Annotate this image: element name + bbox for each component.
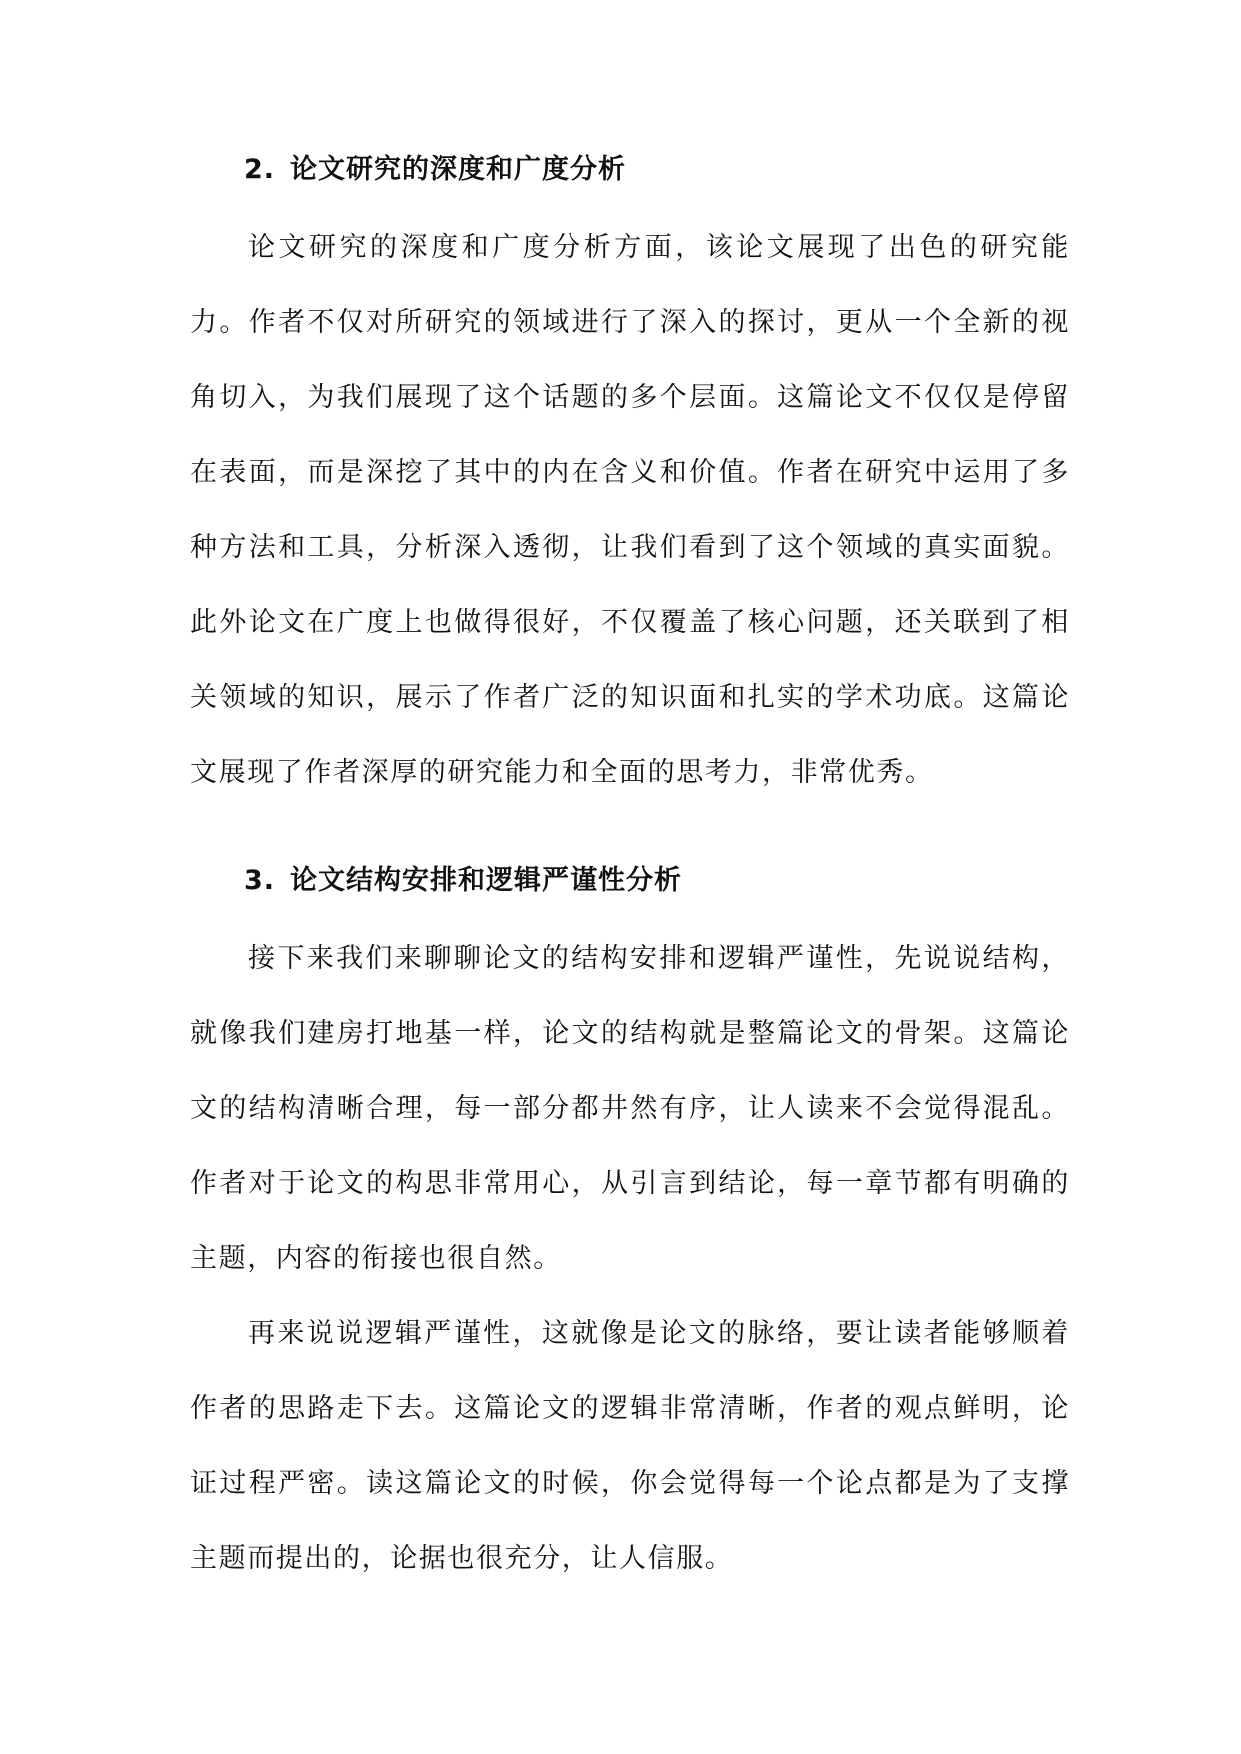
section-heading	[244, 863, 682, 899]
section-title: 论文结构安排和逻辑严谨性分析	[290, 865, 682, 896]
section-title: 论文研究的深度和广度分析	[290, 154, 626, 185]
body-paragraph: 接下来我们来聊聊论文的结构安排和逻辑严谨性，先说说结构，就像我们建房打地基一样，论文的结构就是整篇论文的骨架。这篇论文的结构清晰合理，每一部分都井然有序，让人读来不会觉得混乱。作者对于论文的构思非常用心，从引言到结论，每一章节都有明确的主题，内容的衔接也很自然。	[190, 943, 1070, 1274]
section-heading	[244, 152, 626, 188]
body-paragraph: 论文研究的深度和广度分析方面，该论文展现了出色的研究能力。作者不仅对所研究的领域进行了深入的探讨，更从一个全新的视角切入，为我们展现了这个话题的多个层面。这篇论文不仅仅是停留在表面，而是深挖了其中的内在含义和价值。作者在研究中运用了多种方法和工具，分析深入透彻，让我们看到了这个领域的真实面貌。此外论文在广度上也做得很好，不仅覆盖了核心问题，还关联到了相关领域的知识，展示了作者广泛的知识面和扎实的学术功底。这篇论文展现了作者深厚的研究能力和全面的思考力，非常优秀。	[190, 232, 1070, 788]
section-number: 3.	[244, 865, 276, 896]
body-paragraph: 再来说说逻辑严谨性，这就像是论文的脉络，要让读者能够顺着作者的思路走下去。这篇论文的逻辑非常清晰，作者的观点鲜明，论证过程严密。读这篇论文的时候，你会觉得每一个论点都是为了支撑主题而提出的，论据也很充分，让人信服。	[190, 1318, 1070, 1574]
section-number: 2.	[244, 154, 276, 185]
